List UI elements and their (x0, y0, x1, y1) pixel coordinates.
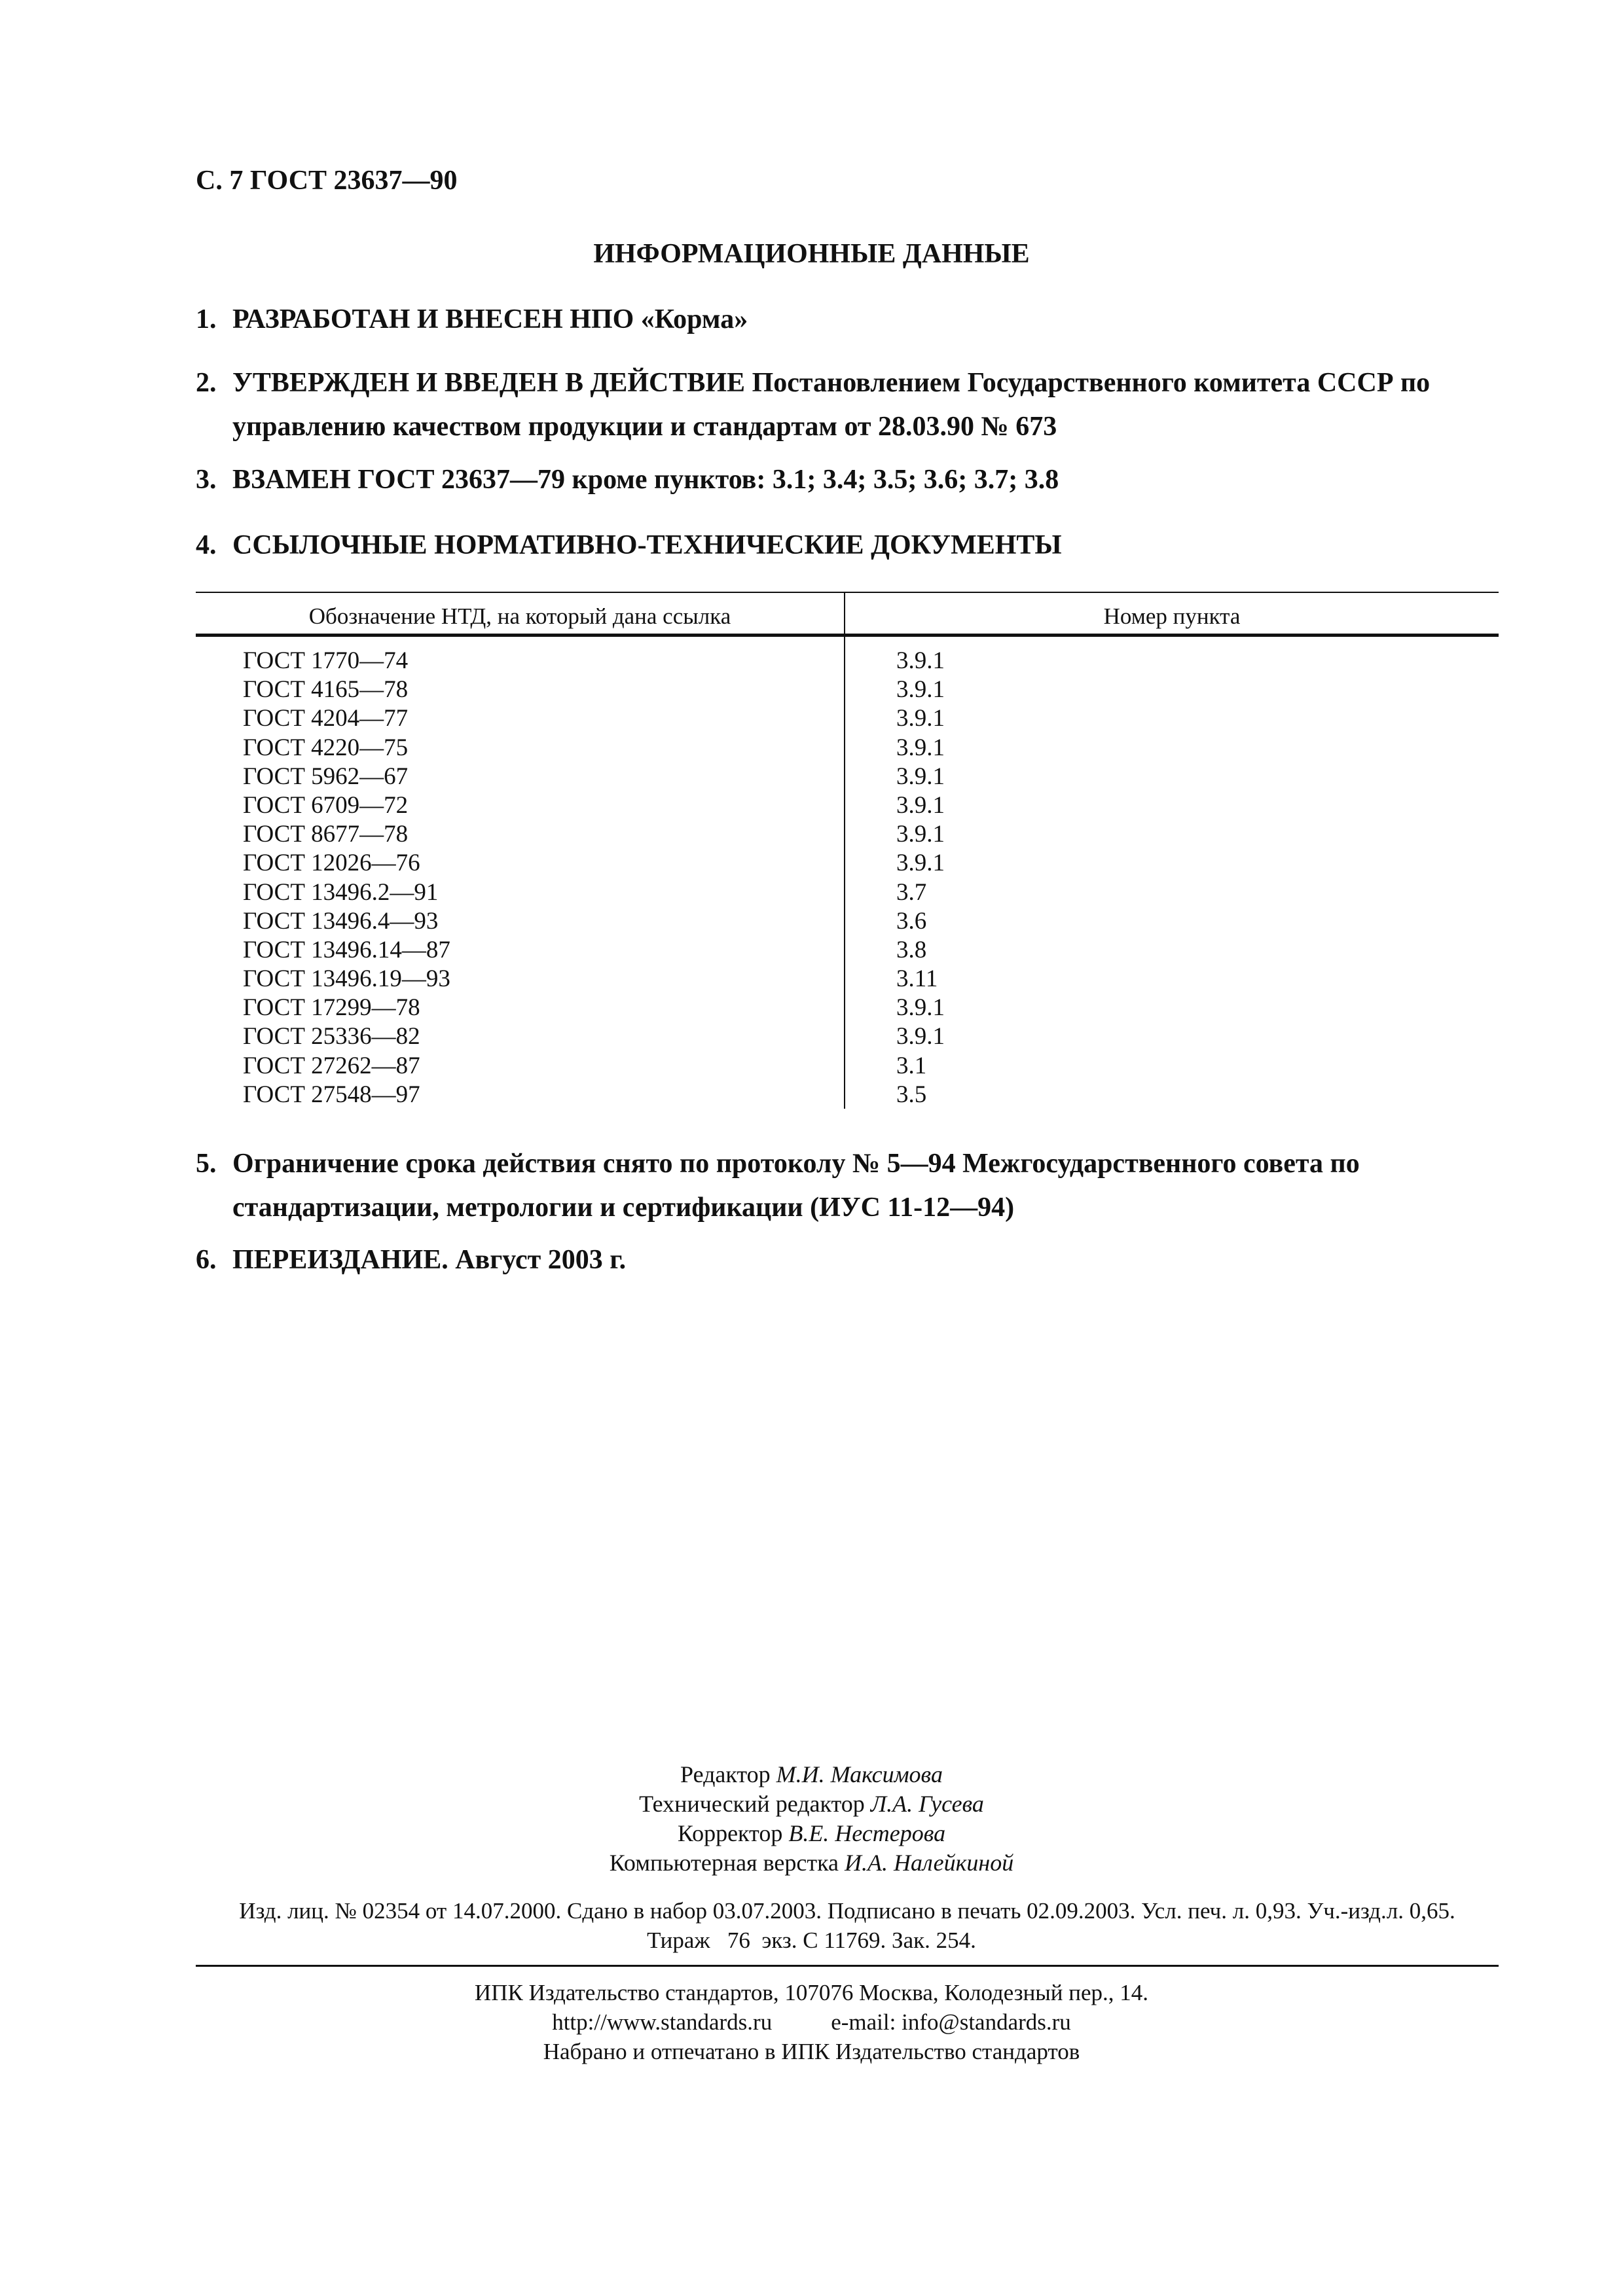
designation-cell: ГОСТ 13496.14—87 (243, 936, 450, 963)
imprint-line-1: Изд. лиц. № 02354 от 14.07.2000. Сдано в набор 03.07.2003. Подписано в печать 02.09.2003. Усл. печ. л. 0,93. Уч.-изд.л. 0,65. (239, 1898, 1455, 1924)
item-text: ВЗАМЕН ГОСТ 23637—79 кроме пунктов: 3.1; 3.4; 3.5; 3.6; 3.7; 3.8 (232, 465, 1059, 495)
item-text: УТВЕРЖДЕН И ВВЕДЕН В ДЕЙСТВИЕ Постановлением Государственного комитета СССР по управлению качеством продукции и стандартам от 28.03.90 № 673 (232, 368, 1431, 442)
clause-cell: 3.9.1 (896, 850, 945, 877)
publisher-printed: Набрано и отпечатано в ИПК Издательство стандартов (543, 2039, 1080, 2064)
designation-cell: ГОСТ 17299—78 (243, 994, 420, 1022)
credit-name: В.Е. Нестерова (788, 1820, 946, 1846)
clause-cell: 3.9.1 (896, 1023, 945, 1050)
credit-name: И.А. Налейкиной (845, 1850, 1014, 1876)
item-text: Ограничение срока действия снято по протоколу № 5—94 Межгосударственного совета по стандартизации, метрологии и сертификации (ИУС 11-12—94) (232, 1149, 1360, 1223)
page-header: С. 7 ГОСТ 23637—90 (196, 166, 458, 196)
clause-cell: 3.8 (896, 936, 927, 963)
item-number: 1. (196, 304, 217, 334)
column-header-designation: Обозначение НТД, на который дана ссылка (308, 603, 731, 629)
table-row (196, 762, 1499, 791)
table-row (196, 1081, 1499, 1109)
credit-role: Редактор (680, 1761, 771, 1787)
table-row (196, 820, 1499, 849)
designation-cell: ГОСТ 4220—75 (243, 734, 409, 761)
item-number: 4. (196, 530, 217, 560)
designation-cell: ГОСТ 13496.4—93 (243, 907, 439, 935)
designation-cell: ГОСТ 13496.2—91 (243, 878, 439, 906)
table-row (196, 965, 1499, 994)
item-number: 5. (196, 1149, 217, 1179)
item-number: 3. (196, 465, 217, 495)
table-body (196, 647, 1499, 1109)
clause-cell: 3.9.1 (896, 734, 945, 761)
imprint-line-2: Тираж 76 экз. С 11769. Зак. 254. (647, 1928, 976, 1953)
clause-cell: 3.1 (896, 1052, 927, 1079)
table-row (196, 994, 1499, 1022)
designation-cell: ГОСТ 27262—87 (243, 1052, 420, 1079)
table-header-rule (196, 634, 1499, 637)
credit-editor (0, 1761, 1623, 1788)
info-item-5 (196, 1142, 1499, 1230)
publisher-address: ИПК Издательство стандартов, 107076 Москва, Колодезный пер., 14. (474, 1980, 1149, 2005)
designation-cell: ГОСТ 13496.19—93 (243, 965, 450, 993)
clause-cell: 3.11 (896, 965, 938, 993)
designation-cell: ГОСТ 4165—78 (243, 676, 409, 704)
designation-cell: ГОСТ 6709—72 (243, 791, 409, 819)
table-row (196, 1022, 1499, 1051)
clause-cell: 3.7 (896, 878, 927, 906)
publisher-contacts (0, 2009, 1623, 2036)
table-row (196, 675, 1499, 704)
clause-cell: 3.9.1 (896, 762, 945, 790)
info-item-3 (196, 458, 1499, 502)
designation-cell: ГОСТ 8677—78 (243, 821, 409, 848)
credit-technical-editor (0, 1790, 1623, 1818)
item-text: ССЫЛОЧНЫЕ НОРМАТИВНО-ТЕХНИЧЕСКИЕ ДОКУМЕНТЫ (232, 530, 1062, 560)
credit-name: М.И. Максимова (776, 1761, 943, 1787)
designation-cell: ГОСТ 5962—67 (243, 762, 409, 790)
table-row (196, 791, 1499, 820)
info-item-1 (196, 298, 1499, 342)
credit-name: Л.А. Гусева (870, 1791, 984, 1817)
item-text: ПЕРЕИЗДАНИЕ. Август 2003 г. (232, 1245, 627, 1275)
clause-cell: 3.9.1 (896, 705, 945, 732)
info-item-6 (196, 1238, 1499, 1282)
clause-cell: 3.9.1 (896, 791, 945, 819)
item-number: 6. (196, 1245, 217, 1275)
table-row (196, 1052, 1499, 1081)
credit-role: Корректор (677, 1820, 783, 1846)
designation-cell: ГОСТ 25336—82 (243, 1023, 420, 1050)
publisher-email: e-mail: info@standards.ru (831, 2009, 1071, 2035)
designation-cell: ГОСТ 4204—77 (243, 705, 409, 732)
info-item-4 (196, 524, 1499, 567)
clause-cell: 3.9.1 (896, 647, 945, 674)
document-title: ИНФОРМАЦИОННЫЕ ДАННЫЕ (593, 239, 1030, 269)
credit-role: Компьютерная верстка (609, 1850, 839, 1876)
info-item-2 (196, 361, 1499, 449)
item-text: РАЗРАБОТАН И ВНЕСЕН НПО «Корма» (232, 304, 748, 334)
credit-corrector (0, 1820, 1623, 1847)
table-row (196, 936, 1499, 965)
table-row (196, 704, 1499, 733)
credit-role: Технический редактор (639, 1791, 865, 1817)
table-row (196, 849, 1499, 878)
table-row (196, 647, 1499, 675)
clause-cell: 3.9.1 (896, 676, 945, 704)
column-header-clause: Номер пункта (1103, 603, 1241, 629)
publisher-website: http://www.standards.ru (552, 2009, 773, 2035)
table-top-rule (196, 592, 1499, 593)
clause-cell: 3.6 (896, 907, 927, 935)
references-table (196, 592, 1499, 1109)
clause-cell: 3.9.1 (896, 821, 945, 848)
credit-layout (0, 1849, 1623, 1876)
clause-cell: 3.5 (896, 1081, 927, 1108)
table-row (196, 907, 1499, 936)
table-row (196, 878, 1499, 907)
item-number: 2. (196, 368, 217, 398)
designation-cell: ГОСТ 27548—97 (243, 1081, 420, 1108)
table-row (196, 734, 1499, 762)
clause-cell: 3.9.1 (896, 994, 945, 1022)
designation-cell: ГОСТ 1770—74 (243, 647, 409, 674)
footer-rule (196, 1965, 1499, 1967)
designation-cell: ГОСТ 12026—76 (243, 850, 420, 877)
